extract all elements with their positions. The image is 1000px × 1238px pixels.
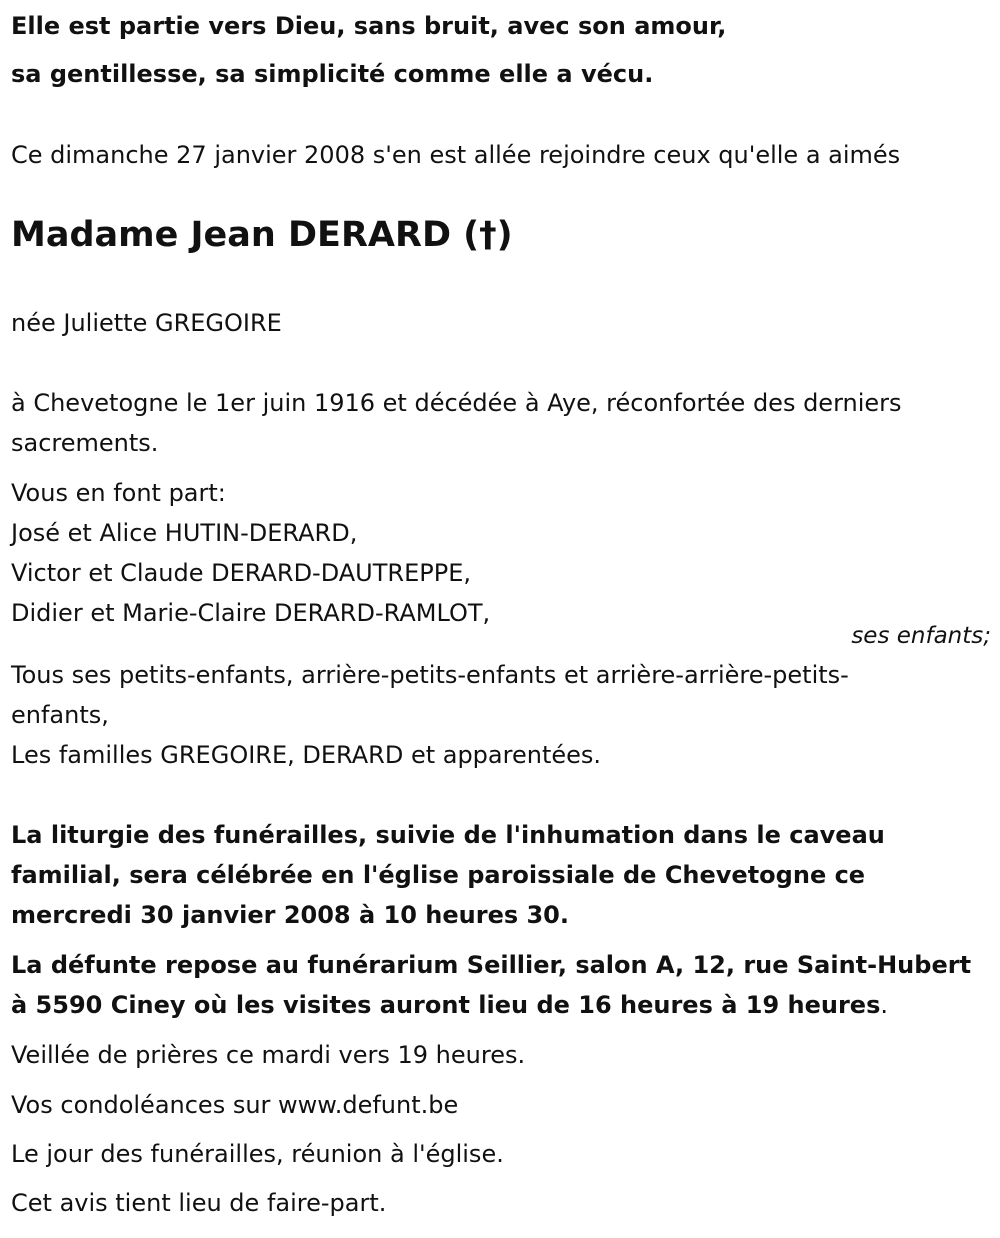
epitaph-line-1: Elle est partie vers Dieu, sans bruit, avec son amour, [11, 12, 727, 40]
repose-line-2-wrapper [11, 990, 888, 1020]
funeral-line-1: La liturgie des funérailles, suivie de l'inhumation dans le caveau [11, 821, 885, 849]
children-label: ses enfants; [851, 623, 991, 649]
families-line: Les familles GREGOIRE, DERARD et apparentées. [11, 741, 602, 769]
birth-death-line-1: à Chevetogne le 1er juin 1916 et décédée à Aye, réconfortée des derniers [11, 389, 902, 417]
repose-line-1: La défunte repose au funérarium Seillier, salon A, 12, rue Saint-Hubert [11, 951, 972, 979]
announcement: Ce dimanche 27 janvier 2008 s'en est allée rejoindre ceux qu'elle a aimés [11, 141, 901, 169]
epitaph-line-2: sa gentillesse, sa simplicité comme elle a vécu. [11, 60, 654, 88]
grandchildren-line-1: Tous ses petits-enfants, arrière-petits-enfants et arrière-arrière-petits- [11, 661, 849, 689]
child-entry: Didier et Marie-Claire DERARD-RAMLOT, [11, 599, 491, 627]
child-entry: José et Alice HUTIN-DERARD, [11, 519, 358, 547]
funeral-line-2: familial, sera célébrée en l'église paroissiale de Chevetogne ce [11, 861, 866, 889]
meeting-line: Le jour des funérailles, réunion à l'église. [11, 1140, 504, 1168]
obituary-notice [11, 0, 991, 1238]
repose-line-2: à 5590 Ciney où les visites auront lieu de 16 heures à 19 heures [11, 991, 881, 1019]
family-intro: Vous en font part: [11, 479, 226, 507]
notice-line: Cet avis tient lieu de faire-part. [11, 1189, 387, 1217]
repose-line-2-period: . [880, 991, 889, 1019]
birth-name: née Juliette GREGOIRE [11, 309, 282, 337]
vigil-line: Veillée de prières ce mardi vers 19 heures. [11, 1041, 526, 1069]
grandchildren-line-2: enfants, [11, 701, 109, 729]
condolences-line: Vos condoléances sur www.defunt.be [11, 1091, 459, 1119]
deceased-name: Madame Jean DERARD (†) [11, 215, 513, 255]
child-entry: Victor et Claude DERARD-DAUTREPPE, [11, 559, 471, 587]
funeral-line-3: mercredi 30 janvier 2008 à 10 heures 30. [11, 901, 569, 929]
birth-death-line-2: sacrements. [11, 429, 159, 457]
